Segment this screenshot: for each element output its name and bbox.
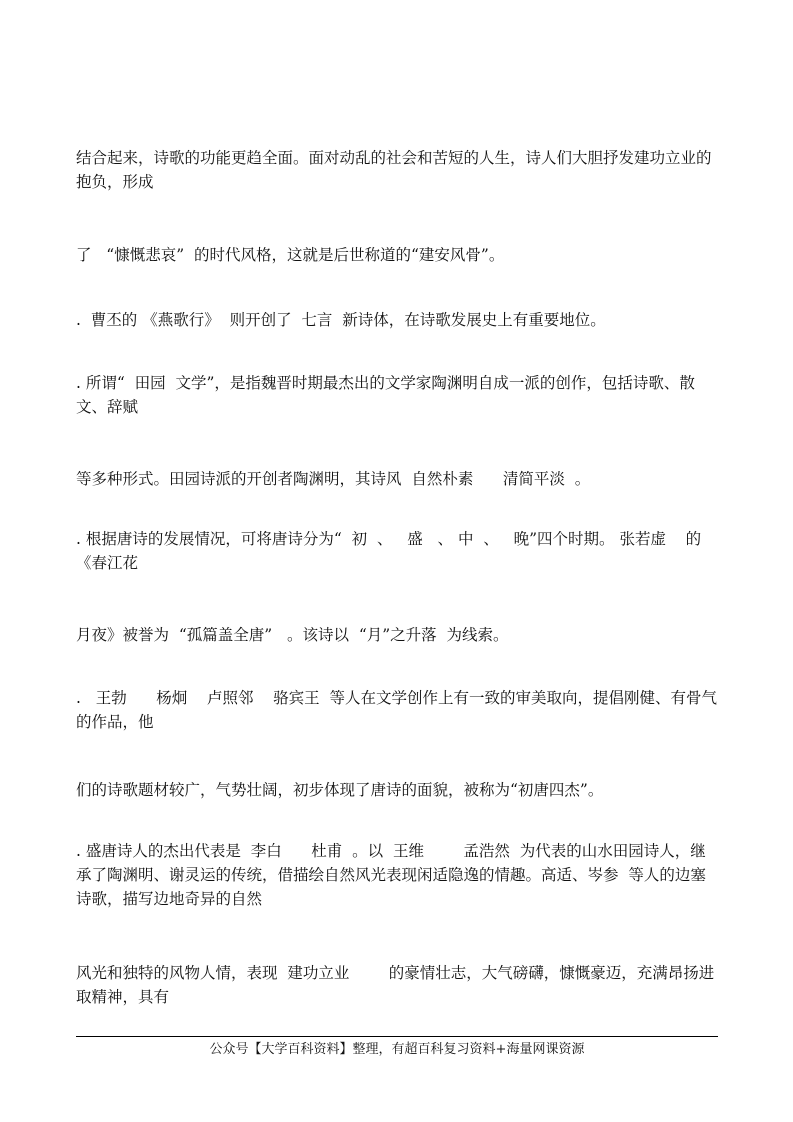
paragraph-tianyuan: . 所谓“ 田园 文学”，是指魏晋时期最杰出的文学家陶渊明自成一派的创作，包括诗歌、散文、辞赋 xyxy=(76,374,695,416)
paragraph-caopi: . 曹丕的 《燕歌行》 则开创了 七言 新诗体，在诗歌发展史上有重要地位。 xyxy=(76,311,606,329)
paragraph-high-tang: . 盛唐诗人的杰出代表是 李白 杜甫 。以 王维 孟浩然 为代表的山水田园诗人，继承了陶渊明、谢灵运的传统，借描绘自然风光表现闲适隐逸的情趣。高适、岑参 等人的边塞诗歌，描写边地奇异的自然 xyxy=(76,842,706,908)
paragraph-chunjiang: 月夜》被誉为 “孤篇盖全唐” 。该诗以 “月”之升落 为线索。 xyxy=(76,626,509,644)
paragraph-jianan-fenggu: 了 “慷慨悲哀” 的时代风格，这就是后世称道的“建安风骨”。 xyxy=(76,246,505,264)
paragraph-tao-yuanming: 等多种形式。田园诗派的开创者陶渊明，其诗风 自然朴素 清简平淡 。 xyxy=(76,470,591,488)
paragraph-jianan-intro: 结合起来，诗歌的功能更趋全面。面对动乱的社会和苦短的人生，诗人们大胆抒发建功立业的抱负，形成 xyxy=(76,149,712,191)
page-footer: 公众号【大学百科资料】整理，有超百科复习资料+海量网课资源 xyxy=(209,1042,585,1057)
paragraph-four-masters: . 王勃 杨炯 卢照邻 骆宾王 等人在文学创作上有一致的审美取向，提倡刚健、有骨气的作品，他 xyxy=(76,689,718,731)
footer-divider xyxy=(76,1036,718,1037)
paragraph-frontier: 风光和独特的风物人情，表现 建功立业 的豪情壮志，大气磅礴，慷慨豪迈，充满昂扬进取精神，具有 xyxy=(76,964,715,1006)
paragraph-tang-periods: . 根据唐诗的发展情况，可将唐诗分为“ 初 、 盛 、 中 、 晚”四个时期。 张若虚 的《春江花 xyxy=(76,530,702,572)
paragraph-early-tang: 们的诗歌题材较广，气势壮阔，初步体现了唐诗的面貌，被称为“初唐四杰”。 xyxy=(76,781,604,799)
